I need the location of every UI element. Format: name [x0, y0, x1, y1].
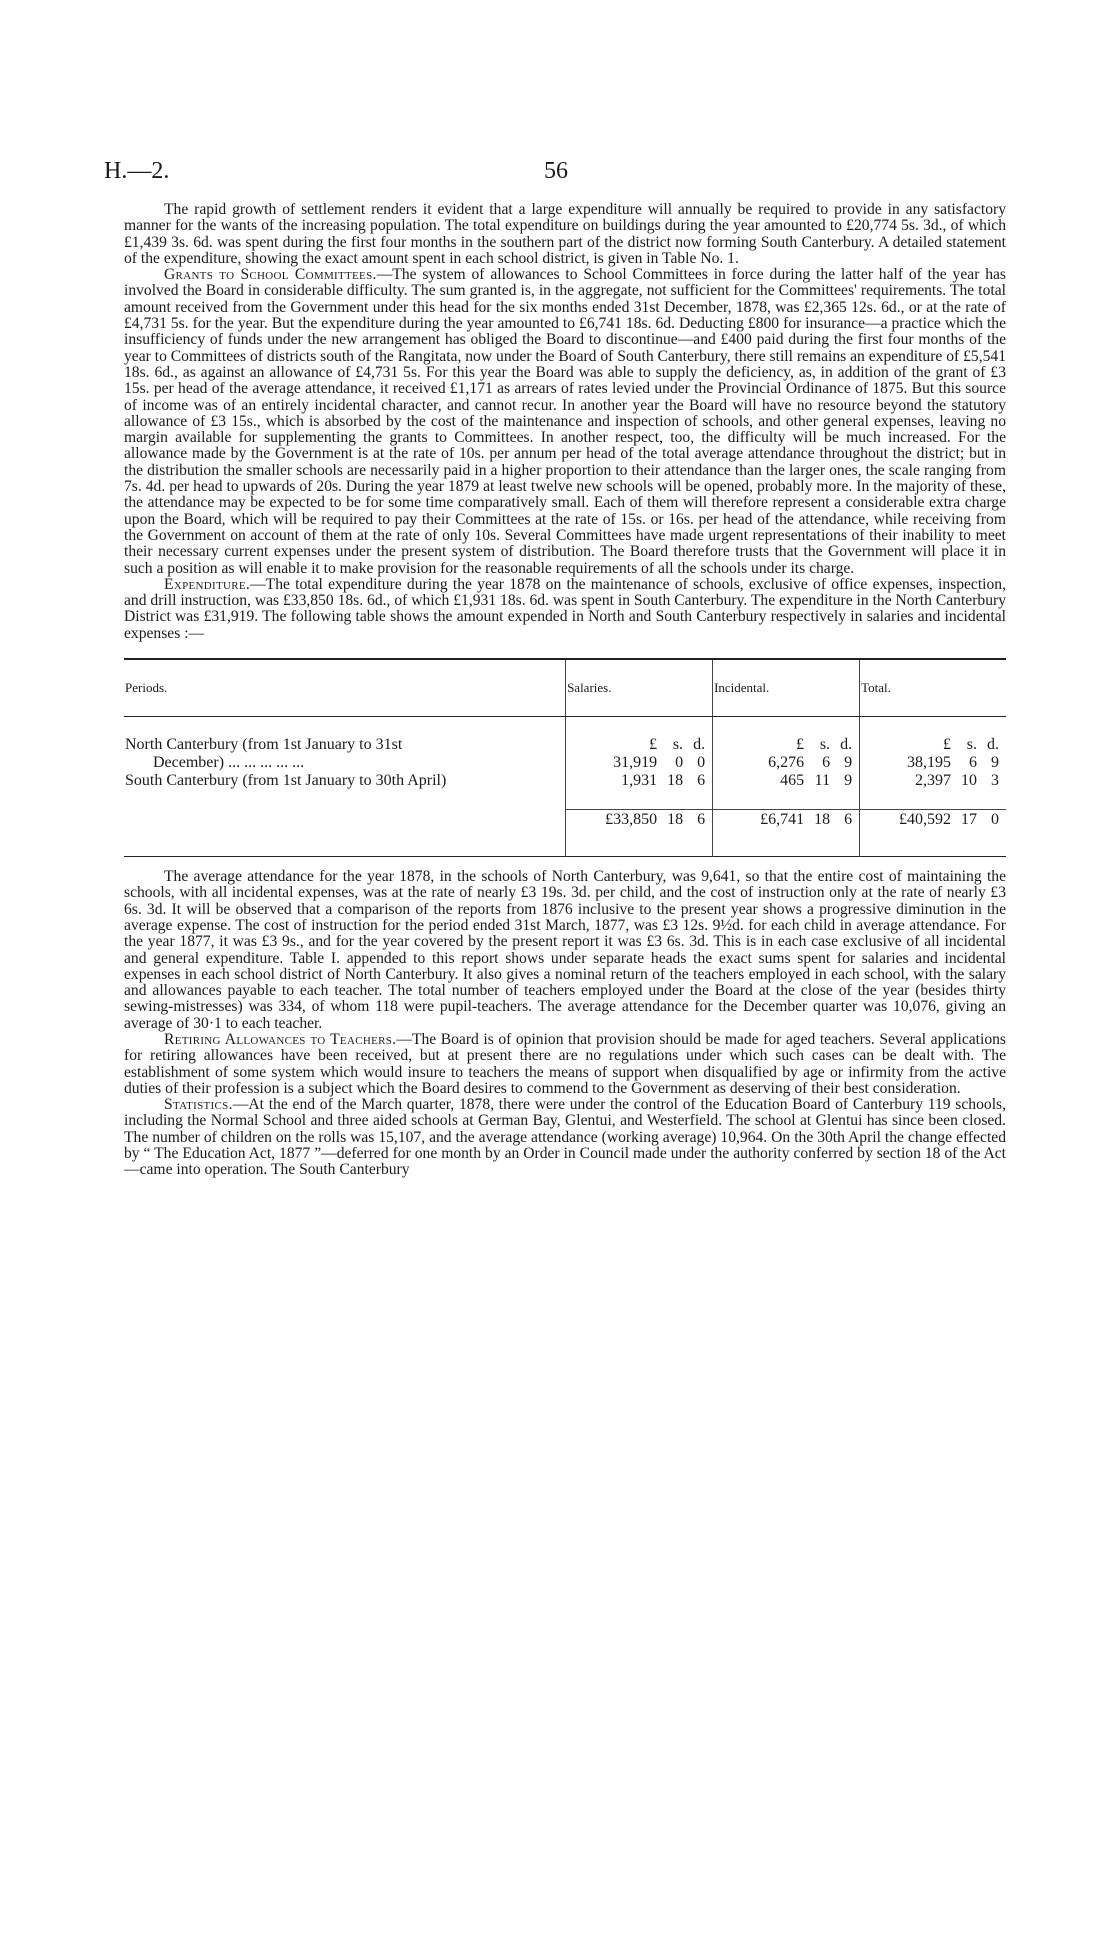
salaries-cell: £ s. d. 31,919 0 0 1,931 18 6 — [566, 735, 713, 791]
incidental-total: £6,741 18 6 — [713, 810, 860, 857]
paragraph-grants: Grants to School Committees.—The system of allowances to School Committees in force during the latter half of the year has involved the Board in considerable difficulty. The sum granted is, in the aggregate, not sufficient for the Committees' requirements. The total amount received from the Government under this head for the six months ended 31st December, 1878, was £2,365 12s. 6d., or at the rate of £4,731 5s. for the year. But the expenditure during the year amounted to £6,741 18s. 6d. Deducting £800 for insurance—a practice which the insufficiency of funds under the new arrangement has obliged the Board to discontinue—and £400 paid during the first four months of the year to Committees of districts south of the Rangitata, now under the Board of South Canterbury, there still remains an expenditure of £5,541 18s. 6d., as against an allowance of £4,731 5s. For this year the Board was able to supply the deficiency, as, in addition of the grant of £3 15s. per head of the average attendance, it received £1,171 as arrears of rates levied under the Provincial Ordinance of 1875. But this source of income was of an entirely incidental character, and cannot recur. In another year the Board will have no resource beyond the statutory allowance of £3 15s., which is absorbed by the cost of the maintenance and inspection of schools, and other general expenses, leaving no margin available for supplementing the grants to Committees. In another respect, too, the difficulty will be much increased. For the allowance made by the Government is at the rate of 10s. per annum per head of the total average attendance throughout the district; but in the distribution the smaller schools are necessarily paid in a higher proportion to their attendance than the larger ones, the scale ranging from 7s. 4d. per head to upwards of 20s. During the year 1879 at least twelve new schools will be opened, probably more. In the majority of these, the attendance may be expected to be for some time comparatively small. Each of them will therefore represent a considerable extra charge upon the Board, which will be required to pay their Committees at the rate of 15s. or 16s. per head of the attendance, while receiving from the Government on account of them at the rate of only 10s. Several Committees have made urgent representations of their inability to meet their necessary current expenses under the present system of distribution. The Board therefore trusts that the Government will place it in such a position as will enable it to make provision for the reasonable requirements of all the schools under its charge. — [124, 266, 1007, 577]
section-heading: Retiring Allowances to Teachers. — [164, 1030, 397, 1048]
section-heading: Expenditure. — [164, 575, 251, 593]
paragraph-statistics: Statistics.—At the end of the March quarter, 1878, there were under the control of the Education Board of Canterbury 119 schools, including the Normal School and three aided schools at German Bay, Glentui, and Westerfield. The school at Glentui has since been closed. The number of children on the rolls was 15,107, and the average attendance (working average) 10,964. On the 30th April the change effected by “ The Education Act, 1877 ”—deferred for one month by an Order in Council made under the authority conferred by section 18 of the Act—came into operation. The South Canterbury — [124, 1096, 1006, 1179]
totals-row — [124, 810, 1006, 857]
column-header-total: Total. — [860, 659, 1006, 717]
period-cell: North Canterbury (from 1st January to 31st December) ... ... ... ... ... South Canterbury (from 1st January to 30th April) — [125, 736, 447, 790]
column-header-periods: Periods. — [124, 659, 566, 717]
column-header-salaries: Salaries. — [566, 659, 713, 717]
paragraph-expenditure: Expenditure.—The total expenditure during the year 1878 on the maintenance of schools, exclusive of office expenses, inspection, and drill instruction, was £33,850 18s. 6d., of which £1,931 18s. 6d. was spent in South Canterbury. The expenditure in the North Canterbury District was £31,919. The following table shows the amount expended in North and South Canterbury respectively in salaries and incidental expenses :— — [124, 575, 1006, 642]
paragraph-retiring: Retiring Allowances to Teachers.—The Board is of opinion that provision should be made for aged teachers. Several applications for retiring allowances have been received, but at present there are no regulations under which such cases can be dealt with. The establishment of some system which would insure to teachers the means of support when disqualified by age or infirmity from the active duties of their profession is a subject which the Board desires to commend to the Government as deserving of their best consideration. — [124, 1030, 1007, 1097]
total-cell: £ s. d. 38,195 6 9 2,397 10 3 — [860, 735, 1006, 791]
table-row — [124, 735, 1006, 791]
document-reference: H.—2. — [104, 158, 170, 184]
paragraph-buildings: The rapid growth of settlement renders it evident that a large expenditure will annually be required to provide in any satisfactory manner for the wants of the increasing population. The total expenditure on buildings during the year amounted to £20,774 5s. 3d., of which £1,439 3s. 6d. was spent during the first four months in the southern part of the district now forming South Canterbury. A detailed statement of the expenditure, showing the exact amount spent in each school district, is given in Table No. 1. — [124, 201, 1006, 267]
page-number: 56 — [544, 158, 568, 184]
document-body — [124, 202, 1006, 1179]
salaries-total: £33,850 18 6 — [566, 810, 713, 857]
document-page — [104, 130, 1007, 1179]
paragraph-attendance: The average attendance for the year 1878, in the schools of North Canterbury, was 9,641, so that the entire cost of maintaining the schools, with all incidental expenses, was at the rate of nearly £3 19s. 3d. per child, and the cost of instruction only at the rate of nearly £3 6s. 3d. It will be observed that a comparison of the reports from 1876 inclusive to the present year shows a progressive diminution in the average expense. The cost of instruction for the period ended 31st March, 1877, was £3 12s. 9½d. for each child in average attendance. For the year 1877, it was £3 9s., and for the year covered by the present report it was £3 6s. 3d. This is in each case exclusive of all incidental and general expenditure. Table I. appended to this report shows under separate heads the exact sums spent for salaries and incidental expenses in each school district of North Canterbury. It also gives a nominal return of the teachers employed in each school, with the salary and allowances payable to each teacher. The total number of teachers employed under the Board at the close of the year (besides thirty sewing-mistresses) was 334, of whom 118 were pupil-teachers. The average attendance for the December quarter was 10,076, giving an average of 30·1 to each teacher. — [124, 868, 1006, 1032]
section-heading: Grants to School Committees. — [164, 266, 377, 284]
incidental-cell: £ s. d. 6,276 6 9 465 11 9 — [713, 735, 860, 791]
page-header — [104, 130, 1006, 184]
column-header-incidental: Incidental. — [713, 659, 860, 717]
grand-total: £40,592 17 0 — [860, 810, 1006, 857]
expenditure-table — [124, 658, 1006, 857]
section-heading: Statistics. — [164, 1096, 233, 1114]
